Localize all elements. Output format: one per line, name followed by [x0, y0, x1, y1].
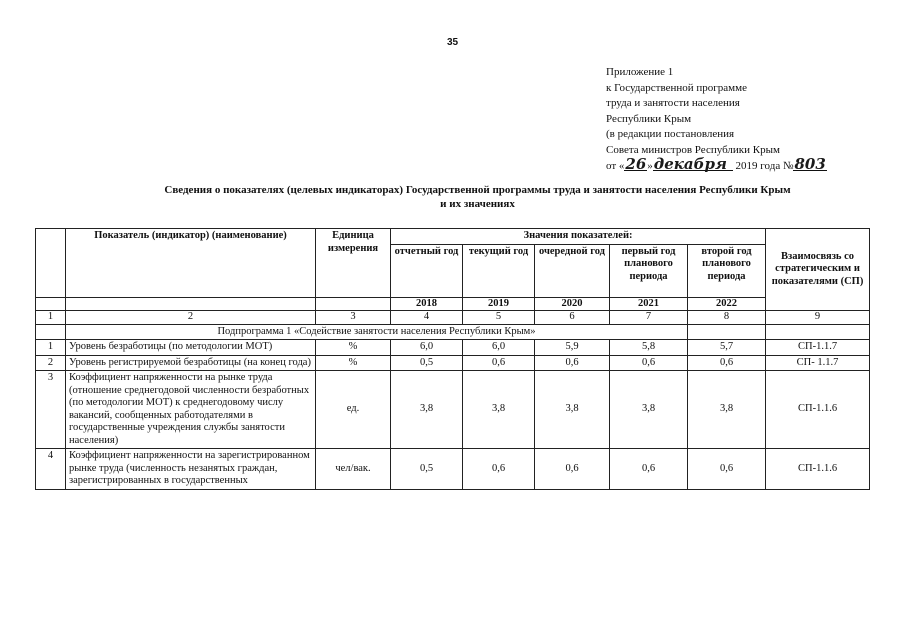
value-cell: 5,8 — [610, 340, 688, 356]
value-cell: 0,6 — [688, 449, 766, 490]
indicator-name: Уровень безработицы (по методологии МОТ) — [66, 340, 316, 356]
appendix-line: труда и занятости населения — [606, 97, 740, 109]
value-cell: 0,6 — [688, 355, 766, 371]
year-cell: 2018 — [391, 297, 463, 311]
value-cell: 6,0 — [463, 340, 535, 356]
page-number: 35 — [446, 37, 459, 48]
link-cell: СП-1.1.7 — [766, 340, 870, 356]
value-cell: 0,6 — [463, 449, 535, 490]
table-row — [36, 340, 870, 356]
subprogram-row — [36, 324, 870, 340]
value-cell: 0,6 — [610, 449, 688, 490]
title-line: и их значениях — [440, 198, 515, 210]
header-next-year: очередной год — [535, 244, 610, 297]
unit-cell: % — [316, 340, 391, 356]
unit-cell: чел/вак. — [316, 449, 391, 490]
unit-cell: % — [316, 355, 391, 371]
table-row — [36, 355, 870, 371]
handwritten-month: декабря — [653, 158, 733, 171]
value-cell: 5,7 — [688, 340, 766, 356]
title-line: Сведения о показателях (целевых индикаторах) Государственной программы труда и занятости населения Республики Крым — [164, 184, 791, 196]
header-current-year: текущий год — [463, 244, 535, 297]
value-cell: 3,8 — [463, 371, 535, 449]
row-number: 4 — [36, 449, 66, 490]
indicator-name: Коэффициент напряженности на рынке труда (отношение среднегодовой численности безработных (по методологии МОТ) к среднегодовому числу вакансий, сообщенных работодателями в государственные учреждения службы занятости населения) — [66, 371, 316, 449]
header-unit: Единица измерения — [316, 229, 391, 298]
appendix-line: Приложение 1 — [606, 66, 674, 78]
value-cell: 0,6 — [463, 355, 535, 371]
handwritten-doc-number: 803 — [794, 155, 826, 173]
row-number: 3 — [36, 371, 66, 449]
year-cell: 2019 — [463, 297, 535, 311]
link-cell: СП-1.1.6 — [766, 371, 870, 449]
empty-cell — [688, 324, 766, 340]
date-year-text: 2019 года № — [735, 160, 794, 172]
column-number: 2 — [66, 311, 316, 325]
row-number: 1 — [36, 340, 66, 356]
indicator-name: Уровень регистрируемой безработицы (на конец года) — [66, 355, 316, 371]
column-number: 8 — [688, 311, 766, 325]
empty-cell — [316, 297, 391, 311]
column-number: 6 — [535, 311, 610, 325]
column-number: 9 — [766, 311, 870, 325]
link-cell: СП- 1.1.7 — [766, 355, 870, 371]
header-link: Взаимосвязь со стратегическим и показателями (СП) — [766, 229, 870, 311]
document-title — [60, 183, 895, 211]
year-cell: 2021 — [610, 297, 688, 311]
subprogram-title: Подпрограмма 1 «Содействие занятости населения Республики Крым» — [66, 324, 688, 340]
header-plan-year-1: первый год планового периода — [610, 244, 688, 297]
empty-cell — [36, 324, 66, 340]
value-cell: 3,8 — [688, 371, 766, 449]
years-row — [36, 297, 870, 311]
value-cell: 5,9 — [535, 340, 610, 356]
year-cell: 2022 — [688, 297, 766, 311]
column-number: 7 — [610, 311, 688, 325]
table-row — [36, 371, 870, 449]
appendix-line: (в редакции постановления — [606, 128, 735, 140]
column-number-row — [36, 311, 870, 325]
value-cell: 0,5 — [391, 449, 463, 490]
value-cell: 3,8 — [610, 371, 688, 449]
column-number: 5 — [463, 311, 535, 325]
value-cell: 0,6 — [535, 355, 610, 371]
value-cell: 0,5 — [391, 355, 463, 371]
handwritten-day: 26 — [625, 155, 647, 173]
value-cell: 3,8 — [391, 371, 463, 449]
appendix-date-line — [606, 155, 896, 175]
header-values-group: Значения показателей: — [391, 229, 766, 245]
date-prefix: от « — [606, 160, 625, 172]
year-cell: 2020 — [535, 297, 610, 311]
value-cell: 6,0 — [391, 340, 463, 356]
link-cell: СП-1.1.6 — [766, 449, 870, 490]
header-plan-year-2: второй год планового периода — [688, 244, 766, 297]
column-number: 4 — [391, 311, 463, 325]
value-cell: 3,8 — [535, 371, 610, 449]
empty-cell — [766, 324, 870, 340]
date-quote-close: » — [647, 160, 653, 172]
row-number: 2 — [36, 355, 66, 371]
column-number: 3 — [316, 311, 391, 325]
indicator-name: Коэффициент напряженности на зарегистрированном рынке труда (численность незанятых граждан, зарегистрированных в государственных — [66, 449, 316, 490]
appendix-line: Совета министров Республики Крым — [606, 143, 780, 156]
unit-cell: ед. — [316, 371, 391, 449]
appendix-line: к Государственной программе — [606, 81, 747, 94]
header-indicator: Показатель (индикатор) (наименование) — [66, 229, 316, 298]
empty-cell — [36, 297, 66, 311]
header-number-cell — [36, 229, 66, 298]
value-cell: 0,6 — [535, 449, 610, 490]
value-cell: 0,6 — [610, 355, 688, 371]
empty-cell — [66, 297, 316, 311]
header-row — [36, 229, 870, 245]
column-number: 1 — [36, 311, 66, 325]
header-reporting-year: отчетный год — [391, 244, 463, 297]
table-row — [36, 449, 870, 490]
appendix-line: Республики Крым — [606, 112, 692, 125]
indicators-table — [35, 228, 870, 490]
appendix-block — [606, 65, 896, 175]
